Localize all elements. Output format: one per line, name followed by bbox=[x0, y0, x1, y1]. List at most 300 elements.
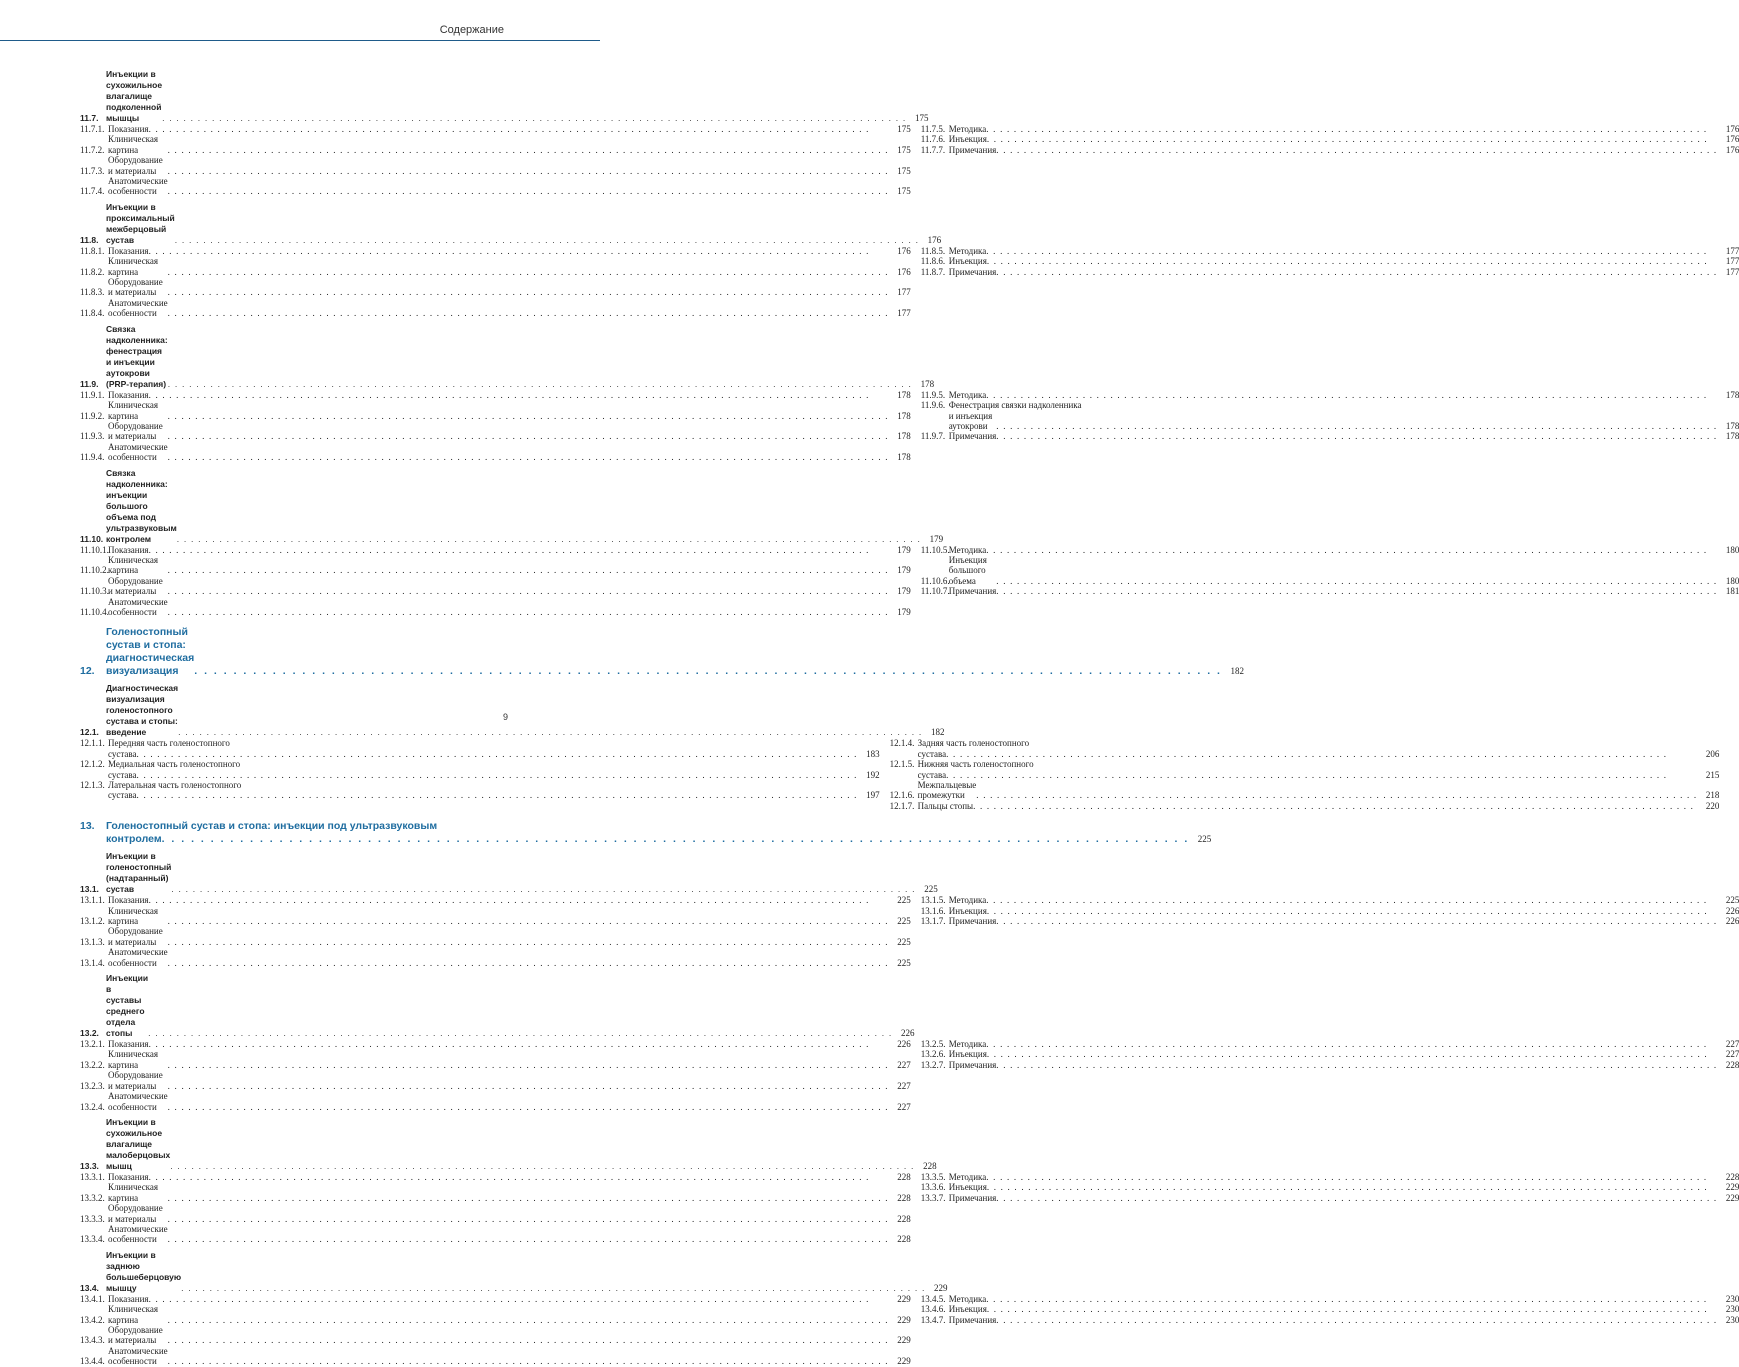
dot-leader bbox=[149, 1172, 889, 1182]
entry-number: 11.9.7. bbox=[920, 431, 946, 442]
entry-page: 177 bbox=[897, 287, 911, 298]
toc-entry[interactable] bbox=[80, 780, 880, 790]
dot-leader bbox=[996, 431, 1717, 441]
entry-page: 227 bbox=[897, 1101, 911, 1112]
entry-number: 13.4.5. bbox=[920, 1293, 946, 1304]
left-column bbox=[80, 545, 911, 618]
toc-entry[interactable] bbox=[921, 895, 1739, 905]
entry-title: сустава bbox=[917, 769, 947, 780]
entry-page: 175 bbox=[897, 144, 911, 155]
dot-leader bbox=[996, 1193, 1717, 1203]
entry-title: и инъекция аутокрови bbox=[948, 410, 993, 431]
dot-leader bbox=[168, 1081, 889, 1091]
entry-page: 176 bbox=[897, 245, 911, 256]
entry-number: 13.4.3. bbox=[80, 1335, 105, 1346]
entry-page: 227 bbox=[1725, 1039, 1739, 1050]
entry-number: 11.7.5. bbox=[920, 124, 946, 134]
entry-title: Показания bbox=[108, 389, 149, 400]
entry-number: 13.4.6. bbox=[920, 1304, 946, 1315]
toc-entry[interactable] bbox=[80, 1294, 911, 1304]
toc-entry[interactable] bbox=[80, 1203, 911, 1224]
entry-page: 230 bbox=[1725, 1293, 1739, 1304]
toc-entry[interactable] bbox=[890, 749, 1720, 759]
section-page: 175 bbox=[914, 113, 929, 123]
toc-entry[interactable] bbox=[80, 298, 911, 319]
toc-entry[interactable] bbox=[921, 1049, 1739, 1059]
entry-title: Примечания bbox=[948, 1192, 997, 1203]
entry-number: 13.1.7. bbox=[920, 916, 946, 927]
entry-number: 12.1.6. bbox=[889, 790, 915, 801]
toc-entry[interactable] bbox=[80, 1091, 911, 1112]
section-page: 226 bbox=[900, 1028, 915, 1039]
entry-page: 226 bbox=[1725, 905, 1739, 916]
entry-page: 192 bbox=[866, 769, 880, 780]
entry-number: 12.1.5. bbox=[889, 759, 915, 770]
entry-page: 226 bbox=[1725, 916, 1739, 927]
entry-number: 11.9.3. bbox=[80, 431, 105, 442]
toc-entry[interactable] bbox=[80, 906, 911, 927]
section-heading[interactable] bbox=[80, 323, 935, 390]
entry-title: Задняя часть голеностопного bbox=[917, 738, 1030, 749]
entries-grid bbox=[80, 124, 1739, 197]
entry-page: 228 bbox=[897, 1192, 911, 1203]
entry-page: 183 bbox=[866, 748, 880, 759]
entry-page: 181 bbox=[1725, 586, 1739, 597]
toc-entry[interactable] bbox=[80, 576, 911, 597]
section-heading[interactable] bbox=[80, 973, 915, 1039]
chapter-heading-line bbox=[80, 820, 502, 833]
entry-title: Методика bbox=[948, 124, 987, 134]
toc-entry[interactable] bbox=[921, 124, 1739, 134]
entry-page: 176 bbox=[1725, 124, 1739, 134]
entry-number: 13.1.5. bbox=[920, 895, 946, 906]
entry-page: 229 bbox=[897, 1335, 911, 1346]
entry-title: Клиническая картина bbox=[108, 1304, 159, 1325]
entry-title: Методика bbox=[948, 389, 987, 400]
entry-page: 197 bbox=[866, 790, 880, 801]
entry-title: Пальцы стопы bbox=[917, 800, 974, 811]
entries-grid bbox=[80, 245, 1739, 319]
entry-title: Клиническая картина bbox=[108, 905, 159, 927]
entry-number: 13.2.1. bbox=[80, 1039, 105, 1050]
toc-entry[interactable] bbox=[80, 1304, 911, 1325]
dot-leader bbox=[996, 1060, 1717, 1070]
toc-entry[interactable] bbox=[80, 421, 911, 442]
entry-title: Клиническая картина bbox=[108, 400, 159, 421]
dot-leader bbox=[168, 166, 889, 176]
dot-leader bbox=[168, 916, 889, 926]
entry-number: 11.10.4. bbox=[80, 606, 109, 617]
toc-entry[interactable] bbox=[921, 555, 1739, 586]
entries-grid bbox=[80, 1293, 1739, 1367]
left-column bbox=[80, 1172, 911, 1245]
section-heading[interactable] bbox=[80, 851, 938, 895]
section-number: 13.4. bbox=[80, 1282, 99, 1293]
entries-grid bbox=[80, 544, 1739, 618]
entry-title: Методика bbox=[948, 1039, 987, 1050]
chapter-heading[interactable] bbox=[80, 820, 1212, 846]
toc-entry[interactable] bbox=[80, 176, 911, 197]
entry-number: 13.2.4. bbox=[80, 1101, 105, 1112]
toc-entry[interactable] bbox=[80, 1070, 911, 1091]
entry-page: 225 bbox=[897, 895, 911, 906]
entry-title: Оборудование и материалы bbox=[108, 1324, 163, 1346]
entry-title: Инъекция bbox=[948, 1049, 987, 1060]
dot-leader bbox=[168, 1193, 889, 1203]
dot-leader bbox=[996, 1315, 1717, 1325]
chapter-number: 13. bbox=[80, 820, 95, 833]
chapter-page: 182 bbox=[1230, 666, 1244, 677]
toc-entry[interactable] bbox=[80, 790, 880, 800]
toc-entry[interactable] bbox=[921, 1182, 1739, 1192]
dot-leader bbox=[168, 1214, 889, 1224]
entry-number: 13.3.4. bbox=[80, 1234, 105, 1245]
left-column bbox=[80, 895, 911, 968]
toc-entry[interactable] bbox=[890, 759, 1720, 769]
toc-entry[interactable] bbox=[80, 1325, 911, 1346]
entry-page: 177 bbox=[1725, 266, 1739, 277]
dot-leader bbox=[168, 1060, 889, 1070]
entry-number: 11.10.3. bbox=[80, 586, 109, 597]
toc-entry[interactable] bbox=[921, 1304, 1739, 1314]
entry-page: 177 bbox=[1725, 245, 1739, 256]
dot-leader bbox=[168, 958, 889, 968]
entry-number: 13.4.2. bbox=[80, 1314, 105, 1325]
entry-page: 178 bbox=[1725, 389, 1739, 400]
toc-entry[interactable] bbox=[80, 124, 911, 134]
entry-title: Фенестрация связки надколенника bbox=[948, 400, 1082, 411]
toc-section bbox=[80, 201, 1739, 319]
toc-entry[interactable] bbox=[921, 145, 1739, 155]
entry-page: 179 bbox=[897, 565, 911, 576]
entry-title: Инъекция bbox=[948, 1182, 987, 1193]
section-title: Инъекции в заднюю большеберцовую мышцу bbox=[106, 1249, 182, 1293]
dot-leader bbox=[996, 916, 1717, 926]
dot-leader bbox=[149, 246, 889, 256]
toc-entry[interactable] bbox=[80, 759, 880, 769]
dot-leader bbox=[177, 534, 921, 545]
entry-title: Инъекция bbox=[948, 134, 987, 145]
entries-grid bbox=[80, 895, 1739, 968]
right-column bbox=[921, 246, 1739, 319]
toc-entry[interactable] bbox=[890, 801, 1720, 811]
dot-leader bbox=[987, 134, 1718, 144]
toc-entry[interactable] bbox=[80, 947, 911, 968]
section-heading[interactable] bbox=[80, 1116, 937, 1172]
dot-leader bbox=[149, 1039, 889, 1049]
toc-entry[interactable] bbox=[921, 431, 1739, 441]
entry-title: Инъекция bbox=[948, 905, 987, 916]
entry-title: Примечания bbox=[948, 916, 997, 927]
right-column bbox=[921, 390, 1739, 463]
entry-page: 175 bbox=[897, 186, 911, 197]
toc-entry[interactable] bbox=[921, 411, 1739, 432]
toc-entry[interactable] bbox=[80, 246, 911, 256]
page-number: 9 bbox=[502, 712, 508, 722]
dot-leader bbox=[168, 1234, 889, 1244]
toc-section bbox=[80, 973, 1739, 1112]
entry-page: 176 bbox=[897, 266, 911, 277]
toc-entry[interactable] bbox=[890, 738, 1720, 748]
entry-page: 229 bbox=[897, 1356, 911, 1367]
section-number: 13.3. bbox=[80, 1160, 99, 1171]
entry-number: 13.4.1. bbox=[80, 1293, 105, 1304]
toc-entry[interactable] bbox=[921, 545, 1739, 555]
toc-entry[interactable] bbox=[921, 267, 1739, 277]
toc-entry[interactable] bbox=[80, 1224, 911, 1245]
entries-grid bbox=[80, 389, 1739, 463]
section-number: 13.2. bbox=[80, 1028, 99, 1039]
toc-entry[interactable] bbox=[80, 738, 880, 748]
dot-leader bbox=[168, 1315, 889, 1325]
entry-title: сустава bbox=[917, 748, 947, 759]
right-column bbox=[921, 124, 1739, 197]
section-heading[interactable] bbox=[80, 201, 942, 246]
right-column bbox=[921, 1172, 1739, 1245]
entry-title: Инъекция bbox=[948, 256, 987, 267]
toc-entry[interactable] bbox=[921, 400, 1739, 410]
dot-leader bbox=[168, 565, 889, 575]
entry-title: Медиальная часть голеностопного bbox=[108, 759, 241, 770]
section-page: 179 bbox=[929, 533, 944, 544]
entry-title: Показания bbox=[108, 1171, 149, 1182]
entry-title: Инъекция bbox=[948, 1304, 987, 1315]
toc-entry[interactable] bbox=[80, 926, 911, 947]
entry-page: 225 bbox=[1725, 895, 1739, 906]
entry-page: 230 bbox=[1725, 1314, 1739, 1325]
entry-page: 227 bbox=[897, 1080, 911, 1091]
toc-entry[interactable] bbox=[80, 134, 911, 155]
section-title: Связка надколенника: фенестрация и инъекции аутокрови (PRP-терапия) bbox=[106, 323, 168, 389]
toc-entry[interactable] bbox=[921, 916, 1739, 926]
entry-title: сустава bbox=[108, 790, 137, 801]
entry-number: 11.9.2. bbox=[80, 410, 105, 421]
chapter-page: 225 bbox=[1197, 834, 1212, 845]
entry-title: Методика bbox=[948, 1171, 987, 1182]
dot-leader bbox=[168, 452, 889, 462]
toc-entry[interactable] bbox=[921, 1039, 1739, 1049]
dot-leader bbox=[137, 770, 858, 780]
dot-leader bbox=[986, 1172, 1717, 1182]
section-heading[interactable] bbox=[80, 683, 945, 738]
entry-title: Оборудование и материалы bbox=[108, 1070, 163, 1091]
toc-entry[interactable] bbox=[80, 555, 911, 576]
toc-entry[interactable] bbox=[921, 1193, 1739, 1203]
entry-number: 11.10.6. bbox=[920, 575, 950, 586]
toc-entry[interactable] bbox=[921, 1294, 1739, 1304]
toc-entry[interactable] bbox=[80, 400, 911, 421]
toc-entry[interactable] bbox=[80, 155, 911, 176]
toc-entry[interactable] bbox=[921, 390, 1739, 400]
section-number: 11.8. bbox=[80, 234, 99, 245]
entries-grid bbox=[80, 1171, 1739, 1245]
toc-entry[interactable] bbox=[80, 545, 911, 555]
entry-number: 12.1.7. bbox=[889, 800, 915, 811]
chapter-title-cont: контролем bbox=[106, 833, 162, 846]
entry-page: 178 bbox=[897, 389, 911, 400]
dot-leader bbox=[168, 431, 889, 441]
toc-section bbox=[80, 1249, 1739, 1367]
entry-number: 13.3.5. bbox=[920, 1171, 946, 1182]
entry-title: Анатомические особенности bbox=[108, 176, 168, 197]
entry-title: Примечания bbox=[948, 1314, 997, 1325]
entry-page: 180 bbox=[1725, 544, 1739, 555]
entry-number: 13.1.2. bbox=[80, 916, 105, 927]
entry-title: Клиническая картина bbox=[108, 1049, 159, 1070]
toc-entry[interactable] bbox=[80, 256, 911, 277]
section-title: Инъекции в суставы среднего отдела стопы bbox=[106, 973, 149, 1039]
entry-number: 11.7.1. bbox=[80, 124, 105, 134]
entry-page: 177 bbox=[1725, 256, 1739, 267]
entry-page: 206 bbox=[1705, 748, 1720, 759]
entry-number: 13.2.3. bbox=[80, 1080, 105, 1091]
chapter-title: Голеностопный сустав и стопа: диагностическая визуализация bbox=[106, 626, 195, 678]
toc-entry[interactable] bbox=[921, 1172, 1739, 1182]
toc-entry[interactable] bbox=[80, 1346, 911, 1367]
toc-entry[interactable] bbox=[80, 1049, 911, 1070]
toc-entry[interactable] bbox=[921, 1315, 1739, 1325]
entry-title: Оборудование и материалы bbox=[108, 277, 163, 298]
entry-number: 11.8.7. bbox=[920, 266, 946, 277]
chapter-title: Голеностопный сустав и стопа: инъекции под ультразвуковым bbox=[106, 820, 438, 833]
entry-page: 178 bbox=[1725, 420, 1739, 431]
right-column bbox=[921, 545, 1739, 618]
right-column bbox=[921, 895, 1739, 968]
entry-title: сустава bbox=[108, 748, 137, 759]
dot-leader bbox=[137, 790, 858, 800]
left-column bbox=[80, 246, 911, 319]
entry-title: Нижняя часть голеностопного bbox=[917, 759, 1034, 770]
entry-title: Показания bbox=[108, 895, 149, 906]
entry-title: Анатомические особенности bbox=[108, 441, 168, 463]
left-column bbox=[80, 1039, 911, 1112]
entry-page: 178 bbox=[897, 452, 911, 463]
dot-leader bbox=[987, 906, 1718, 916]
toc-entry[interactable] bbox=[921, 134, 1739, 144]
toc-entry[interactable] bbox=[921, 586, 1739, 596]
entry-title: Клиническая картина bbox=[108, 1182, 159, 1203]
entry-page: 179 bbox=[897, 544, 911, 555]
toc-entry[interactable] bbox=[80, 1182, 911, 1203]
dot-leader bbox=[168, 937, 889, 947]
entry-page: 179 bbox=[897, 586, 911, 597]
entries-grid bbox=[80, 1039, 1739, 1112]
dot-leader bbox=[168, 267, 889, 277]
toc-entry[interactable] bbox=[890, 780, 1720, 801]
toc-section bbox=[80, 1116, 1739, 1245]
section-number: 12.1. bbox=[80, 727, 99, 738]
entry-title: Анатомические особенности bbox=[108, 1223, 168, 1245]
entry-title: Методика bbox=[948, 245, 987, 256]
toc-entry[interactable] bbox=[80, 1039, 911, 1049]
dot-leader bbox=[170, 1161, 914, 1172]
dot-leader bbox=[987, 256, 1718, 266]
dot-leader bbox=[987, 1304, 1718, 1314]
dot-leader bbox=[168, 586, 889, 596]
entry-page: 229 bbox=[1725, 1182, 1739, 1193]
entry-number: 12.1.2. bbox=[80, 759, 105, 770]
entry-number: 11.9.1. bbox=[80, 389, 105, 400]
toc-entry[interactable] bbox=[80, 277, 911, 298]
toc-section bbox=[80, 323, 1739, 463]
entry-number: 11.9.4. bbox=[80, 452, 105, 463]
dot-leader bbox=[976, 790, 1697, 800]
toc-entry[interactable] bbox=[921, 1060, 1739, 1070]
entry-page: 215 bbox=[1705, 769, 1720, 780]
section-title: Связка надколенника: инъекции большого объема под ультразвуковым контролем bbox=[106, 467, 177, 544]
entry-title: Анатомические особенности bbox=[108, 596, 168, 617]
section-heading[interactable] bbox=[80, 69, 929, 124]
entry-page: 226 bbox=[897, 1039, 911, 1050]
entry-number: 13.1.6. bbox=[920, 905, 946, 916]
entry-title: Анатомические особенности bbox=[108, 1091, 168, 1112]
toc-entry[interactable] bbox=[80, 597, 911, 618]
toc-entry[interactable] bbox=[80, 1172, 911, 1182]
toc-entry[interactable] bbox=[80, 390, 911, 400]
entries-grid bbox=[80, 738, 1720, 811]
entry-number: 11.10.2. bbox=[80, 565, 109, 576]
entry-page: 178 bbox=[897, 410, 911, 421]
dot-leader bbox=[137, 749, 858, 759]
entry-title: Методика bbox=[948, 544, 987, 555]
dot-leader bbox=[986, 545, 1717, 555]
entry-page: 228 bbox=[897, 1213, 911, 1224]
entry-title: Показания bbox=[108, 245, 149, 256]
toc-entry[interactable] bbox=[80, 895, 911, 905]
toc-section bbox=[80, 467, 1739, 618]
entry-page: 180 bbox=[1725, 575, 1739, 586]
toc-entry[interactable] bbox=[921, 246, 1739, 256]
entry-number: 13.3.6. bbox=[920, 1182, 946, 1193]
entry-number: 13.3.7. bbox=[920, 1192, 946, 1203]
dot-leader bbox=[986, 124, 1717, 134]
toc-entry[interactable] bbox=[890, 770, 1720, 780]
entry-number: 13.3.1. bbox=[80, 1171, 105, 1182]
toc-entry[interactable] bbox=[921, 256, 1739, 266]
section-title: Диагностическая визуализация голеностопного сустава и стопы: введение bbox=[106, 683, 179, 738]
entry-number: 11.8.4. bbox=[80, 308, 105, 319]
entry-title: Анатомические особенности bbox=[108, 947, 168, 968]
chapter-heading[interactable] bbox=[80, 626, 1244, 678]
section-title: Инъекции в проксимальный межберцовый сустав bbox=[106, 201, 175, 245]
section-page: 178 bbox=[920, 378, 935, 389]
toc-entry[interactable] bbox=[80, 749, 880, 759]
entry-title: Оборудование и материалы bbox=[108, 420, 163, 442]
section-heading[interactable] bbox=[80, 467, 944, 545]
entry-number: 11.7.3. bbox=[80, 165, 105, 176]
toc-entry[interactable] bbox=[921, 906, 1739, 916]
entry-number: 13.3.3. bbox=[80, 1213, 105, 1224]
section-number: 11.7. bbox=[80, 113, 99, 123]
section-heading[interactable] bbox=[80, 1249, 948, 1294]
entry-title: Клиническая картина bbox=[108, 256, 159, 277]
dot-leader bbox=[996, 421, 1717, 431]
entry-number: 11.8.3. bbox=[80, 287, 105, 298]
toc-entry[interactable] bbox=[80, 770, 880, 780]
entry-page: 225 bbox=[897, 916, 911, 927]
entry-number: 13.4.4. bbox=[80, 1356, 105, 1367]
section-page: 182 bbox=[930, 727, 945, 738]
dot-leader bbox=[986, 246, 1717, 256]
dot-leader bbox=[168, 1335, 889, 1345]
entry-title: Оборудование и материалы bbox=[108, 155, 163, 176]
chapter-heading-line bbox=[80, 626, 1244, 678]
toc-entry[interactable] bbox=[80, 442, 911, 463]
entry-title: Методика bbox=[948, 1293, 987, 1304]
dot-leader bbox=[996, 576, 1717, 586]
dot-leader bbox=[168, 411, 889, 421]
entry-number: 11.8.6. bbox=[920, 256, 946, 267]
